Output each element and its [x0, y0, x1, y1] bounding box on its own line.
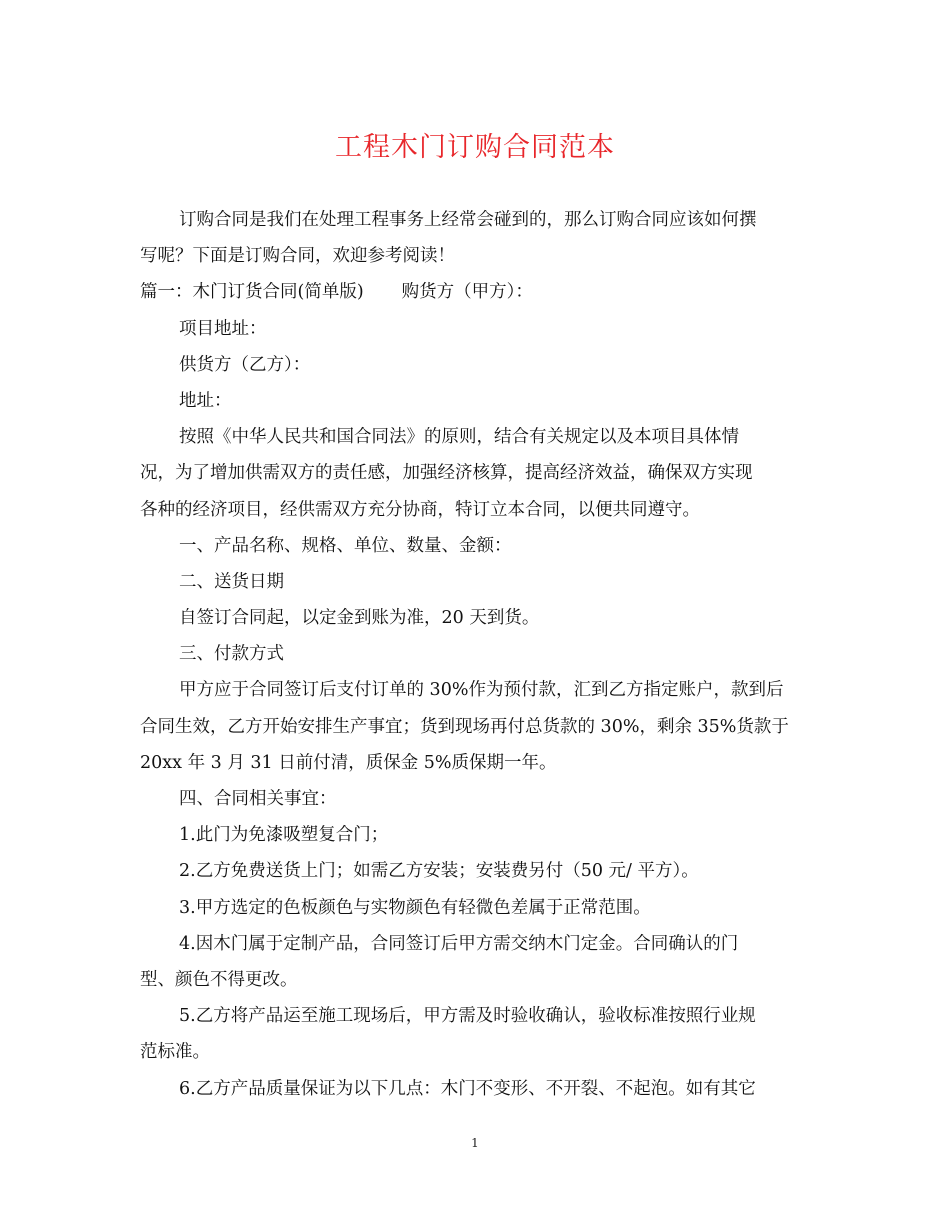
paragraph-line: 写呢？下面是订购合同，欢迎参考阅读！: [140, 246, 455, 267]
list-item: 3.甲方选定的色板颜色与实物颜色有轻微色差属于正常范围。: [179, 897, 651, 918]
clause-heading: 四、合同相关事宜：: [179, 789, 337, 809]
list-item: 6.乙方产品质量保证为以下几点：木门不变形、不开裂、不起泡。如有其它: [179, 1078, 756, 1099]
paragraph-line: 20xx 年 3 月 31 日前付清，质保金 5%质保期一年。: [140, 752, 557, 773]
paragraph-line: 订购合同是我们在处理工程事务上经常会碰到的，那么订购合同应该如何撰: [179, 210, 757, 230]
paragraph-line: 合同生效，乙方开始安排生产事宜；货到现场再付总货款的 30%，剩余 35%货款于: [140, 716, 789, 737]
list-item: 1.此门为免漆吸塑复合门；: [179, 825, 389, 846]
document-body: [140, 202, 820, 1107]
list-item-continuation: 型、颜色不得更改。: [140, 969, 298, 990]
paragraph-line: 各种的经济项目，经供需双方充分协商，特订立本合同，以便共同遵守。: [140, 499, 700, 520]
paragraph-line: 按照《中华人民共和国合同法》的原则，结合有关规定以及本项目具体情: [179, 427, 739, 448]
supplier-label: 供货方（乙方）：: [179, 354, 311, 375]
clause-heading: 三、付款方式: [179, 644, 284, 665]
clause-heading: 二、送货日期: [179, 571, 284, 592]
list-item: 2.乙方免费送货上门；如需乙方安装；安装费另付（50 元/ 平方）。: [179, 861, 699, 882]
section-heading: 篇一：木门订货合同(简单版): [140, 282, 364, 303]
buyer-label: 购货方（甲方）：: [401, 282, 533, 303]
list-item: 4.因木门属于定制产品，合同签订后甲方需交纳木门定金。合同确认的门: [179, 933, 739, 954]
paragraph-line: 自签订合同起，以定金到账为准，20 天到货。: [179, 608, 540, 629]
section-heading-line: [140, 274, 820, 310]
project-address-label: 项目地址：: [179, 318, 267, 339]
page-number: 1: [471, 1136, 479, 1150]
list-item-continuation: 范标准。: [140, 1042, 210, 1063]
document-title: 工程木门订购合同范本: [335, 132, 615, 163]
clause-heading: 一、产品名称、规格、单位、数量、金额：: [179, 535, 512, 556]
paragraph-line: 况，为了增加供需双方的责任感，加强经济核算，提高经济效益，确保双方实现: [140, 463, 753, 484]
paragraph-line: 甲方应于合同签订后支付订单的 30%作为预付款，汇到乙方指定账户，款到后: [179, 680, 784, 701]
address-label: 地址：: [179, 390, 232, 411]
list-item: 5.乙方将产品运至施工现场后，甲方需及时验收确认，验收标准按照行业规: [179, 1006, 756, 1027]
